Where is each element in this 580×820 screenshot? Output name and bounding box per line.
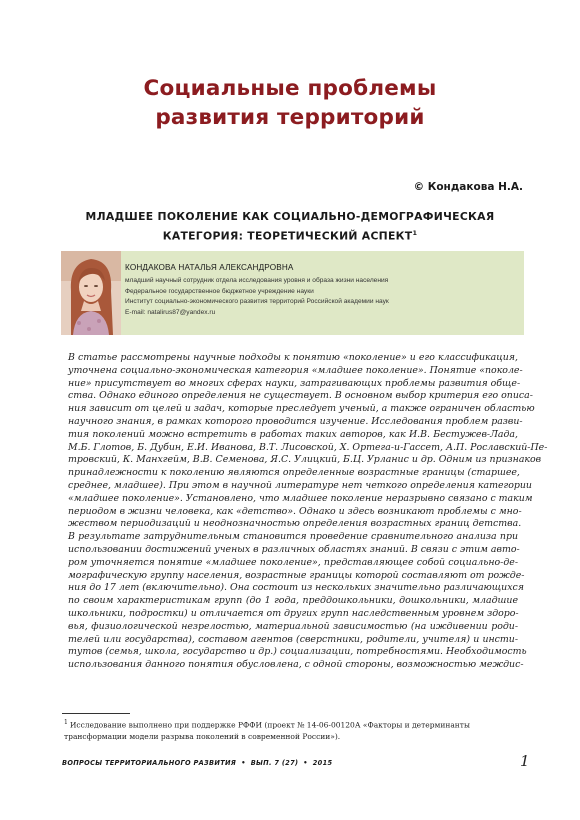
abstract-line: мографическую группу населения, возрастные границы которой составляют от рожде- [68,569,525,581]
abstract-line: жеством периодизаций и неоднозначностью определения возрастных границ детства. [68,518,522,530]
journal-name: ВОПРОСЫ ТЕРРИТОРИАЛЬНОГО РАЗВИТИЯ [62,759,237,767]
section-title-line-2: развития территорий [155,105,425,130]
journal-footer [62,759,332,767]
abstract-line: по своим характеристикам групп (до 1 года, преддошкольники, дошкольники, младшие [68,595,518,607]
author-details [125,276,521,318]
abstract-line: тутов (семья, школа, государство и др.) социализации, потребностями. Необходимость [68,646,527,658]
author-photo [61,251,121,335]
abstract-line: ния до 17 лет (включительно). Она состоит из нескольких значительно различающихся [68,582,524,594]
abstract-line: М.Б. Глотов, Б. Дубин, Е.И. Иванова, В.Т. Лисовской, Х. Ортега-и-Гассет, А.П. Рославский-Пе- [68,441,548,453]
page-number: 1 [520,752,530,770]
abstract-line: ства. Однако единого определения не существует. В основном выбор критерия его описа- [68,390,533,402]
abstract-line: тровский, К. Манхгейм, В.В. Семенова, Я.С. Улицкий, Б.Ц. Урланис и др. Одним из признаков [68,454,542,466]
abstract-line: вья, физиологической незрелостью, материальной зависимостью (на иждивении роди- [68,620,518,632]
abstract-line: ние» присутствует во многих сферах науки, затрагивающих проблемы развития обще- [68,377,521,389]
footer-separator: • [241,759,246,767]
footer-separator: • [303,759,308,767]
abstract-line: В статье рассмотрены научные подходы к понятию «поколение» и его классификация, [68,352,518,363]
footnote-line-1 [64,717,524,731]
author-email[interactable]: E-mail: natalirus87@yandex.ru [125,308,216,316]
footnote-text-1: Исследование выполнено при поддержке РФФИ (проект № 14-06-00120А «Факторы и детерминанты [69,720,470,730]
abstract-line: среднее, младшее). При этом в научной литературе нет четкого определения категории [68,479,532,491]
abstract-line: использования данного понятия обусловлена, с одной стороны, возможностью междис- [68,659,524,671]
abstract-line: тия поколений можно встретить в работах таких авторов, как И.В. Бестужев-Лада, [68,428,518,440]
abstract-line: ния зависит от целей и задач, которые преследует ученый, а также ограничен областью [68,403,535,415]
article-title [40,209,540,245]
abstract-line: телей или государства), составом агентов (сверстники, родители, учителя) и инсти- [68,633,518,645]
author-info-box [61,251,524,335]
abstract-line: использовании достижений ученых в различных областях знаний. В связи с этим авто- [68,543,520,555]
author-institute: Институт социально-экономического развития территорий Российской академии наук [125,298,389,305]
abstract-line: ром уточняется понятие «младшее поколение», представляющее собой социально-де- [68,556,518,568]
footnote-mark: 1 [64,719,68,726]
abstract-line: научного знания, в рамках которого проводится изучение. Исследования проблем разви- [68,415,523,427]
abstract-line: периодом в жизни человека, как «детство». Однако и здесь возникают проблемы с мно- [68,505,522,517]
abstract-line: В результате затруднительным становится проведение сравнительного анализа при [68,531,518,543]
abstract-line: уточнена социально-экономическая категория «младшее поколение». Понятие «поколе- [68,364,523,376]
abstract-line: принадлежности к поколению являются определенные возрастные границы (старшее, [68,467,520,479]
journal-year: 2015 [312,759,333,767]
author-position: младший научный сотрудник отдела исследования уровня и образа жизни населения [125,277,389,284]
article-title-line-2 [40,225,540,245]
copyright-author: © Кондакова Н.А. [413,181,523,193]
article-footnote-mark[interactable]: 1 [412,229,418,237]
abstract-line: «младшее поколение». Установлено, что младшее поколение неразрывно связано с таким [68,492,533,504]
article-title-line-2-text: КАТЕГОРИЯ: ТЕОРЕТИЧЕСКИЙ АСПЕКТ [162,229,413,243]
author-institution: Федеральное государственное бюджетное учреждение науки [125,287,314,295]
footnote [64,717,524,742]
abstract [68,352,548,672]
footnote-line-2: трансформации модели разрыва поколений в современной России»). [64,731,341,741]
footnote-divider [62,713,130,714]
section-title [40,74,540,132]
section-title-line-1: Социальные проблемы [143,76,437,101]
article-title-line-1: МЛАДШЕЕ ПОКОЛЕНИЕ КАК СОЦИАЛЬНО-ДЕМОГРАФИЧЕСКАЯ [85,210,495,223]
abstract-line: школьники, подростки) и отличается от других групп наследственным уровнем здоро- [68,607,519,619]
journal-issue: ВЫП. 7 (27) [250,759,299,767]
author-name: КОНДАКОВА НАТАЛЬЯ АЛЕКСАНДРОВНА [125,263,294,272]
